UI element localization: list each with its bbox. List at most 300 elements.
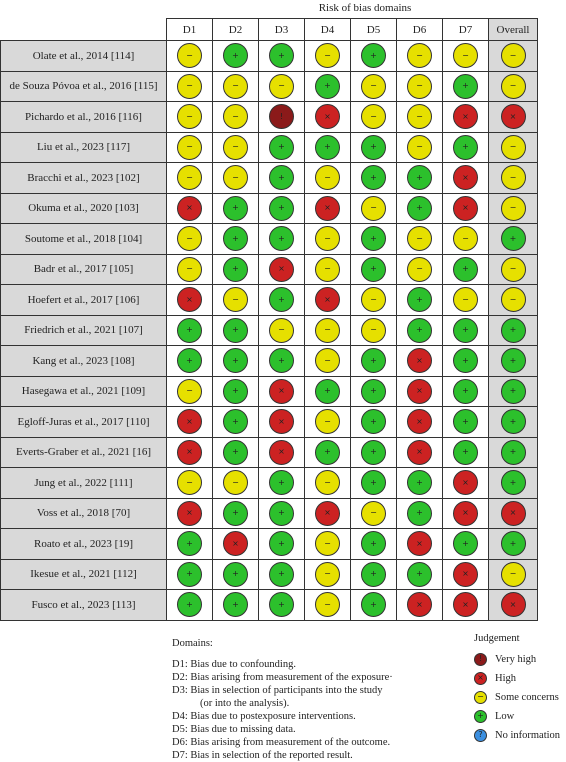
some-judgement-icon: − bbox=[315, 470, 340, 495]
domain-cell bbox=[259, 285, 305, 316]
table-row bbox=[1, 224, 538, 255]
domain-cell bbox=[351, 376, 397, 407]
domain-cell bbox=[305, 437, 351, 468]
domain-cell bbox=[351, 468, 397, 499]
column-header-overall: Overall bbox=[489, 19, 538, 41]
low-judgement-icon: + bbox=[501, 348, 526, 373]
domain-cell bbox=[167, 498, 213, 529]
table-row bbox=[1, 590, 538, 621]
study-name: Ikesue et al., 2021 [112] bbox=[1, 559, 167, 590]
domain-cell bbox=[305, 193, 351, 224]
domain-cell bbox=[397, 590, 443, 621]
low-judgement-icon: + bbox=[223, 409, 248, 434]
high-judgement-icon: × bbox=[407, 348, 432, 373]
domain-cell bbox=[397, 346, 443, 377]
overall-cell bbox=[489, 437, 538, 468]
low-judgement-icon: + bbox=[407, 196, 432, 221]
low-judgement-icon: + bbox=[315, 379, 340, 404]
legend-label-no-information: No information bbox=[495, 729, 561, 741]
legend-item-no-information bbox=[474, 726, 560, 744]
low-judgement-icon: + bbox=[407, 562, 432, 587]
high-judgement-icon: × bbox=[407, 379, 432, 404]
table-row bbox=[1, 376, 538, 407]
domain-cell bbox=[443, 315, 489, 346]
high-judgement-icon: × bbox=[177, 440, 202, 465]
table-row bbox=[1, 437, 538, 468]
high-judgement-icon: × bbox=[453, 470, 478, 495]
study-name: Bracchi et al., 2023 [102] bbox=[1, 163, 167, 194]
domain-cell bbox=[259, 163, 305, 194]
low-judgement-icon: + bbox=[453, 135, 478, 160]
some-judgement-icon: − bbox=[361, 196, 386, 221]
domain-cell bbox=[443, 285, 489, 316]
low-judgement-icon: + bbox=[269, 287, 294, 312]
domain-cell bbox=[167, 346, 213, 377]
high-judgement-icon: × bbox=[315, 287, 340, 312]
domain-cell bbox=[167, 468, 213, 499]
some-judgement-icon: − bbox=[453, 287, 478, 312]
low-judgement-icon: + bbox=[501, 226, 526, 251]
domain-cell bbox=[397, 407, 443, 438]
domain-cell bbox=[259, 224, 305, 255]
low-judgement-icon: + bbox=[361, 257, 386, 282]
some-judgement-icon: − bbox=[407, 104, 432, 129]
legend-item-some-concerns bbox=[474, 688, 560, 706]
domain-d6-text: D6: Bias arising from measurement of the outcome. bbox=[172, 737, 391, 748]
domains-heading: Domains: bbox=[172, 638, 213, 649]
study-name: Fusco et al., 2023 [113] bbox=[1, 590, 167, 621]
domain-cell bbox=[213, 285, 259, 316]
overall-cell bbox=[489, 102, 538, 133]
low-judgement-icon: + bbox=[269, 531, 294, 556]
domain-cell bbox=[167, 193, 213, 224]
some-judgement-icon: − bbox=[315, 409, 340, 434]
domain-cell bbox=[443, 346, 489, 377]
some-judgement-icon: − bbox=[361, 74, 386, 99]
high-judgement-icon: × bbox=[177, 287, 202, 312]
high-judgement-icon: × bbox=[177, 196, 202, 221]
table-row bbox=[1, 346, 538, 377]
domain-cell bbox=[167, 437, 213, 468]
domain-cell bbox=[259, 132, 305, 163]
legend-item-very-high bbox=[474, 650, 560, 668]
domain-cell bbox=[351, 71, 397, 102]
study-name: Voss et al., 2018 [70] bbox=[1, 498, 167, 529]
domain-cell bbox=[397, 529, 443, 560]
domain-cell bbox=[443, 376, 489, 407]
domain-cell bbox=[167, 102, 213, 133]
very-high-icon: ! bbox=[474, 653, 487, 666]
domain-cell bbox=[259, 407, 305, 438]
table-row bbox=[1, 407, 538, 438]
low-judgement-icon: + bbox=[501, 470, 526, 495]
low-judgement-icon: + bbox=[223, 562, 248, 587]
domain-cell bbox=[305, 71, 351, 102]
domain-cell bbox=[397, 41, 443, 72]
high-judgement-icon: × bbox=[453, 104, 478, 129]
domain-cell bbox=[351, 529, 397, 560]
low-judgement-icon: + bbox=[501, 440, 526, 465]
judgement-legend bbox=[474, 633, 560, 745]
low-judgement-icon: + bbox=[361, 531, 386, 556]
domain-cell bbox=[397, 437, 443, 468]
domain-cell bbox=[167, 315, 213, 346]
low-judgement-icon: + bbox=[361, 440, 386, 465]
low-judgement-icon: + bbox=[407, 501, 432, 526]
low-judgement-icon: + bbox=[315, 135, 340, 160]
domain-d3-text: D3: Bias in selection of participants into the study bbox=[172, 685, 383, 696]
low-judgement-icon: + bbox=[269, 43, 294, 68]
domain-cell bbox=[351, 346, 397, 377]
legend-item-high bbox=[474, 669, 560, 687]
domain-cell bbox=[259, 468, 305, 499]
domain-cell bbox=[351, 163, 397, 194]
overall-cell bbox=[489, 193, 538, 224]
some-judgement-icon: − bbox=[223, 135, 248, 160]
some-judgement-icon: − bbox=[177, 74, 202, 99]
some-judgement-icon: − bbox=[315, 226, 340, 251]
domain-cell bbox=[259, 254, 305, 285]
domain-d3-text-continued: (or into the analysis). bbox=[200, 698, 290, 709]
table-row bbox=[1, 559, 538, 590]
domain-cell bbox=[397, 285, 443, 316]
domain-cell bbox=[443, 193, 489, 224]
domain-cell bbox=[305, 590, 351, 621]
study-name: Liu et al., 2023 [117] bbox=[1, 132, 167, 163]
study-name: Hoefert et al., 2017 [106] bbox=[1, 285, 167, 316]
domain-cell bbox=[167, 254, 213, 285]
legend-label-very-high: Very high bbox=[495, 653, 537, 665]
study-name: Hasegawa et al., 2021 [109] bbox=[1, 376, 167, 407]
low-judgement-icon: + bbox=[407, 318, 432, 343]
some-judgement-icon: − bbox=[315, 257, 340, 282]
high-judgement-icon: × bbox=[453, 562, 478, 587]
domain-cell bbox=[305, 407, 351, 438]
study-name: Everts-Graber et al., 2021 [16] bbox=[1, 437, 167, 468]
domain-cell bbox=[213, 71, 259, 102]
low-judgement-icon: + bbox=[361, 165, 386, 190]
column-header-d6: D6 bbox=[397, 19, 443, 41]
low-judgement-icon: + bbox=[269, 348, 294, 373]
some-judgement-icon: − bbox=[407, 226, 432, 251]
domain-cell bbox=[213, 346, 259, 377]
some-judgement-icon: − bbox=[361, 104, 386, 129]
domain-cell bbox=[213, 132, 259, 163]
domain-cell bbox=[305, 529, 351, 560]
domain-cell bbox=[305, 468, 351, 499]
domain-cell bbox=[443, 590, 489, 621]
some-judgement-icon: − bbox=[269, 318, 294, 343]
some-judgement-icon: − bbox=[177, 165, 202, 190]
low-judgement-icon: + bbox=[269, 226, 294, 251]
high-judgement-icon: × bbox=[453, 501, 478, 526]
domain-cell bbox=[167, 376, 213, 407]
study-name: Olate et al., 2014 [114] bbox=[1, 41, 167, 72]
domain-cell bbox=[305, 376, 351, 407]
table-row bbox=[1, 41, 538, 72]
domain-cell bbox=[167, 224, 213, 255]
domain-cell bbox=[213, 41, 259, 72]
table-row bbox=[1, 163, 538, 194]
low-judgement-icon: + bbox=[177, 592, 202, 617]
domain-cell bbox=[305, 224, 351, 255]
domain-cell bbox=[167, 41, 213, 72]
high-judgement-icon: × bbox=[501, 592, 526, 617]
overall-cell bbox=[489, 376, 538, 407]
some-judgement-icon: − bbox=[501, 135, 526, 160]
domain-cell bbox=[351, 41, 397, 72]
domain-cell bbox=[259, 498, 305, 529]
high-judgement-icon: × bbox=[269, 409, 294, 434]
high-judgement-icon: × bbox=[407, 531, 432, 556]
low-judgement-icon: + bbox=[453, 348, 478, 373]
domain-cell bbox=[397, 559, 443, 590]
overall-cell bbox=[489, 346, 538, 377]
table-row bbox=[1, 132, 538, 163]
low-judgement-icon: + bbox=[453, 409, 478, 434]
low-judgement-icon: + bbox=[177, 562, 202, 587]
domain-cell bbox=[351, 132, 397, 163]
domain-cell bbox=[443, 224, 489, 255]
low-judgement-icon: + bbox=[269, 562, 294, 587]
chart-title: Risk of bias domains bbox=[318, 2, 412, 14]
domain-cell bbox=[397, 376, 443, 407]
low-judgement-icon: + bbox=[177, 531, 202, 556]
domain-cell bbox=[167, 407, 213, 438]
very-high-judgement-icon: ! bbox=[269, 104, 294, 129]
some-judgement-icon: − bbox=[177, 379, 202, 404]
domain-cell bbox=[167, 529, 213, 560]
low-judgement-icon: + bbox=[177, 348, 202, 373]
low-judgement-icon: + bbox=[407, 287, 432, 312]
overall-cell bbox=[489, 468, 538, 499]
some-judgement-icon: − bbox=[361, 318, 386, 343]
table-row bbox=[1, 193, 538, 224]
domain-cell bbox=[259, 315, 305, 346]
low-judgement-icon: + bbox=[407, 470, 432, 495]
study-name: Badr et al., 2017 [105] bbox=[1, 254, 167, 285]
low-judgement-icon: + bbox=[269, 592, 294, 617]
low-judgement-icon: + bbox=[453, 379, 478, 404]
table-row bbox=[1, 102, 538, 133]
some-judgement-icon: − bbox=[501, 562, 526, 587]
domain-cell bbox=[443, 468, 489, 499]
some-judgement-icon: − bbox=[453, 226, 478, 251]
low-judgement-icon: + bbox=[223, 196, 248, 221]
domain-cell bbox=[259, 71, 305, 102]
domain-cell bbox=[213, 163, 259, 194]
low-judgement-icon: + bbox=[361, 379, 386, 404]
study-name: Roato et al., 2023 [19] bbox=[1, 529, 167, 560]
overall-cell bbox=[489, 132, 538, 163]
domain-cell bbox=[213, 559, 259, 590]
low-judgement-icon: + bbox=[361, 470, 386, 495]
domain-cell bbox=[397, 71, 443, 102]
domain-cell bbox=[351, 224, 397, 255]
high-judgement-icon: × bbox=[407, 592, 432, 617]
domain-cell bbox=[167, 590, 213, 621]
low-judgement-icon: + bbox=[361, 409, 386, 434]
study-name: de Souza Póvoa et al., 2016 [115] bbox=[1, 71, 167, 102]
study-name: Pichardo et al., 2016 [116] bbox=[1, 102, 167, 133]
high-judgement-icon: × bbox=[223, 531, 248, 556]
some-judgement-icon: − bbox=[315, 531, 340, 556]
study-name: Friedrich et al., 2021 [107] bbox=[1, 315, 167, 346]
low-judgement-icon: + bbox=[177, 318, 202, 343]
some-judgement-icon: − bbox=[407, 43, 432, 68]
low-judgement-icon: + bbox=[223, 592, 248, 617]
domain-cell bbox=[397, 498, 443, 529]
overall-cell bbox=[489, 41, 538, 72]
some-judgement-icon: − bbox=[501, 287, 526, 312]
some-judgement-icon: − bbox=[177, 226, 202, 251]
domain-cell bbox=[305, 315, 351, 346]
column-header-d2: D2 bbox=[213, 19, 259, 41]
low-judgement-icon: + bbox=[269, 470, 294, 495]
domain-d5-text: D5: Bias due to missing data. bbox=[172, 724, 296, 735]
domain-cell bbox=[305, 132, 351, 163]
domain-cell bbox=[305, 559, 351, 590]
legend-label-some-concerns: Some concerns bbox=[495, 691, 559, 703]
low-judgement-icon: + bbox=[453, 531, 478, 556]
domain-cell bbox=[351, 193, 397, 224]
low-judgement-icon: + bbox=[223, 501, 248, 526]
some-judgement-icon: − bbox=[453, 43, 478, 68]
some-judgement-icon: − bbox=[501, 196, 526, 221]
some-judgement-icon: − bbox=[501, 43, 526, 68]
high-judgement-icon: × bbox=[407, 409, 432, 434]
domain-cell bbox=[305, 254, 351, 285]
column-header-d7: D7 bbox=[443, 19, 489, 41]
table-row bbox=[1, 71, 538, 102]
domain-cell bbox=[305, 285, 351, 316]
overall-cell bbox=[489, 498, 538, 529]
high-judgement-icon: × bbox=[315, 196, 340, 221]
high-judgement-icon: × bbox=[315, 501, 340, 526]
low-judgement-icon: + bbox=[453, 74, 478, 99]
overall-cell bbox=[489, 285, 538, 316]
low-judgement-icon: + bbox=[269, 165, 294, 190]
some-judgement-icon: − bbox=[223, 165, 248, 190]
domain-cell bbox=[259, 376, 305, 407]
domain-cell bbox=[213, 315, 259, 346]
high-judgement-icon: × bbox=[407, 440, 432, 465]
high-judgement-icon: × bbox=[315, 104, 340, 129]
table-body bbox=[1, 41, 538, 621]
domain-cell bbox=[443, 407, 489, 438]
low-judgement-icon: + bbox=[223, 257, 248, 282]
low-judgement-icon: + bbox=[501, 379, 526, 404]
domain-cell bbox=[213, 102, 259, 133]
domain-d2-text: D2: Bias arising from measurement of the exposure· bbox=[172, 672, 393, 683]
some-judgement-icon: − bbox=[177, 257, 202, 282]
overall-cell bbox=[489, 590, 538, 621]
study-name: Kang et al., 2023 [108] bbox=[1, 346, 167, 377]
overall-cell bbox=[489, 559, 538, 590]
domain-cell bbox=[259, 529, 305, 560]
some-judgement-icon: − bbox=[315, 348, 340, 373]
domain-d4-text: D4: Bias due to postexposure interventions. bbox=[172, 711, 356, 722]
some-judgement-icon: − bbox=[407, 135, 432, 160]
low-judgement-icon: + bbox=[315, 440, 340, 465]
domain-cell bbox=[351, 559, 397, 590]
domain-cell bbox=[213, 254, 259, 285]
study-name: Soutome et al., 2018 [104] bbox=[1, 224, 167, 255]
some-judgement-icon: − bbox=[315, 165, 340, 190]
high-judgement-icon: × bbox=[269, 257, 294, 282]
table-row bbox=[1, 468, 538, 499]
domain-cell bbox=[213, 498, 259, 529]
domain-cell bbox=[397, 193, 443, 224]
domain-cell bbox=[351, 285, 397, 316]
some-judgement-icon: − bbox=[315, 592, 340, 617]
low-judgement-icon: + bbox=[453, 440, 478, 465]
high-judgement-icon: × bbox=[453, 592, 478, 617]
domain-cell bbox=[397, 468, 443, 499]
domain-cell bbox=[167, 559, 213, 590]
domain-cell bbox=[443, 132, 489, 163]
domain-cell bbox=[443, 102, 489, 133]
overall-cell bbox=[489, 71, 538, 102]
domain-cell bbox=[305, 41, 351, 72]
domain-cell bbox=[351, 590, 397, 621]
some-judgement-icon: − bbox=[501, 74, 526, 99]
some-judgement-icon: − bbox=[361, 501, 386, 526]
low-judgement-icon: + bbox=[269, 501, 294, 526]
low-judgement-icon: + bbox=[361, 562, 386, 587]
some-concerns-icon: − bbox=[474, 691, 487, 704]
risk-of-bias-table bbox=[0, 18, 538, 621]
domain-cell bbox=[213, 407, 259, 438]
table-row bbox=[1, 498, 538, 529]
domain-cell bbox=[443, 71, 489, 102]
low-judgement-icon: + bbox=[269, 135, 294, 160]
some-judgement-icon: − bbox=[315, 562, 340, 587]
domain-cell bbox=[443, 529, 489, 560]
domains-legend bbox=[172, 637, 393, 762]
domain-cell bbox=[305, 498, 351, 529]
domain-cell bbox=[213, 529, 259, 560]
domain-cell bbox=[259, 346, 305, 377]
high-icon: × bbox=[474, 672, 487, 685]
study-name: Jung et al., 2022 [111] bbox=[1, 468, 167, 499]
domain-cell bbox=[259, 559, 305, 590]
domain-d1-text: D1: Bias due to confounding. bbox=[172, 659, 296, 670]
domain-cell bbox=[443, 254, 489, 285]
domain-cell bbox=[443, 498, 489, 529]
low-judgement-icon: + bbox=[501, 318, 526, 343]
domain-d7-text: D7: Bias in selection of the reported result. bbox=[172, 750, 353, 761]
some-judgement-icon: − bbox=[177, 135, 202, 160]
low-judgement-icon: + bbox=[501, 531, 526, 556]
some-judgement-icon: − bbox=[269, 74, 294, 99]
some-judgement-icon: − bbox=[223, 470, 248, 495]
low-judgement-icon: + bbox=[223, 318, 248, 343]
legend-label-high: High bbox=[495, 672, 516, 684]
some-judgement-icon: − bbox=[177, 470, 202, 495]
domain-cell bbox=[397, 315, 443, 346]
domain-cell bbox=[397, 163, 443, 194]
low-judgement-icon: + bbox=[361, 226, 386, 251]
domain-cell bbox=[213, 437, 259, 468]
table-row bbox=[1, 315, 538, 346]
low-judgement-icon: + bbox=[453, 257, 478, 282]
some-judgement-icon: − bbox=[315, 43, 340, 68]
some-judgement-icon: − bbox=[407, 257, 432, 282]
domain-cell bbox=[167, 285, 213, 316]
domain-cell bbox=[259, 590, 305, 621]
column-header-d3: D3 bbox=[259, 19, 305, 41]
